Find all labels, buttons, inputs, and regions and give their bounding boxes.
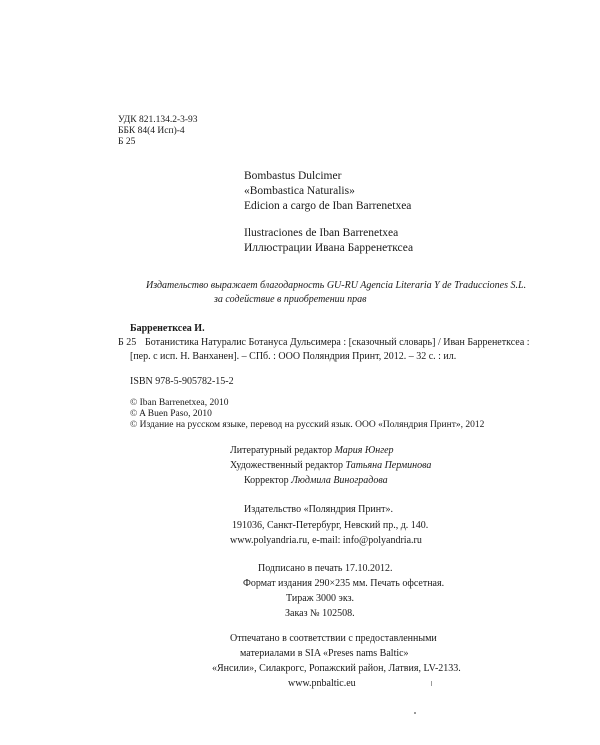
copyright-line: © Издание на русском языке, перевод на русский язык. ООО «Поляндрия Принт», 2012 [130,420,485,430]
signed-to-print: Подписано в печать 17.10.2012. [258,563,393,574]
art-editor-label: Художественный редактор [230,460,343,471]
proofreader-name: Людмила Виноградова [291,475,388,486]
printer-website: www.pnbaltic.eu [288,678,356,689]
order-number: Заказ № 102508. [285,608,355,619]
art-editor-name: Татьяна Перминова [345,460,432,471]
publisher-name: Издательство «Поляндрия Принт». [244,504,393,515]
acknowledgement-line-2: за содействие в приобретении прав [214,294,367,305]
printer-line-1: Отпечатано в соответствии с предоставленными [230,633,437,644]
literary-editor-credit [230,446,394,456]
bbk-code: ББК 84(4 Исп)-4 [118,126,185,136]
literary-editor-name: Мария Юнгер [334,445,394,456]
publisher-address: 191036, Санкт-Петербург, Невский пр., д. 140. [232,520,429,531]
copyright-line: © Iban Barrenetxea, 2010 [130,398,229,408]
original-author: Bombastus Dulcimer [244,170,342,182]
printer-line-3: «Янсили», Силакрогс, Ропажский район, Латвия, LV-2133. [212,663,461,674]
acknowledgement-line-1: Издательство выражает благодарность GU-RU Agencia Literaria Y de Traducciones S.L. [146,280,527,291]
proofreader-credit [244,476,388,486]
edition-statement: Edicion a cargo de Iban Barrenetxea [244,200,412,212]
publisher-contacts: www.polyandria.ru, e-mail: info@polyandria.ru [230,535,422,546]
literary-editor-label: Литературный редактор [230,445,333,456]
catalog-line-1: Ботанистика Натуралис Ботануса Дульсимера : [сказочный словарь] / Иван Барренетксеа : [145,337,530,348]
udk-code: УДК 821.134.2-3-93 [118,115,198,125]
copyright-line: © A Buen Paso, 2010 [130,409,212,419]
original-title: «Bombastica Naturalis» [244,185,355,197]
illustrations-latin: Ilustraciones de Iban Barrenetxea [244,227,399,239]
proofreader-label: Корректор [244,475,289,486]
isbn: ISBN 978-5-905782-15-2 [130,376,234,387]
printer-line-2: материалами в SIA «Preses nams Baltic» [240,648,409,659]
print-run: Тираж 3000 экз. [286,593,355,604]
scan-speck [431,681,432,686]
illustrations-ru: Иллюстрации Ивана Барренетксеа [244,242,414,254]
scan-speck [414,712,416,714]
catalog-heading: Барренетксеа И. [130,323,205,334]
print-format: Формат издания 290×235 мм. Печать офсетная. [243,578,445,589]
catalog-mark: Б 25 [118,337,137,348]
catalog-line-2: [пер. с исп. Н. Ванханен]. – СПб. : ООО Поляндрия Принт, 2012. – 32 с. : ил. [130,351,457,362]
art-editor-credit [230,461,431,471]
author-mark: Б 25 [118,137,136,147]
